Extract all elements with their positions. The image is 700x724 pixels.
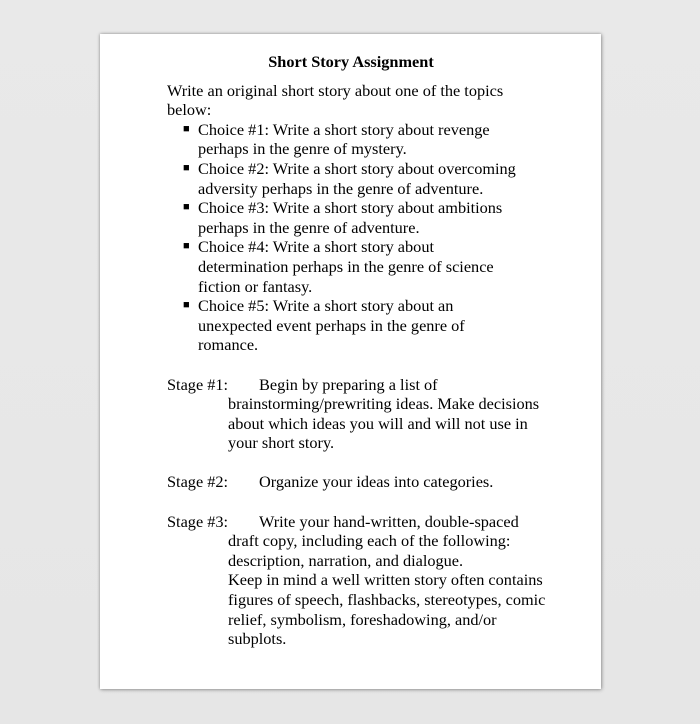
stage-3 [167,512,548,649]
stage-label: Stage #2: [167,472,229,492]
list-item [181,237,523,296]
document-page [100,34,601,689]
stage-1 [167,375,548,453]
spacer [167,453,567,473]
intro-paragraph: Write an original short story about one of the topics below: [167,80,504,120]
bullet-icon: ■ [183,122,190,135]
choice-text: Choice #3: Write a short story about ambitions perhaps in the genre of adventure. [198,198,503,237]
choice-text: Choice #5: Write a short story about an unexpected event perhaps in the genre of romance. [198,296,465,355]
spacer [167,492,567,512]
stage-text: Begin by preparing a list of brainstorming/prewriting ideas. Make decisions about which ideas you will and will not use in your short story. [228,374,540,453]
spacer [167,355,567,375]
list-item [181,159,523,198]
choices-list [167,120,567,355]
stage-label: Stage #1: [167,374,229,394]
stage-text-continued: Keep in mind a well written story often contains figures of speech, flashbacks, stereotypes, comic relief, symbolism, foreshadowing, and/or subplots. [228,570,546,649]
stage-text: Organize your ideas into categories. [259,472,494,492]
list-item [181,120,523,159]
document-content [167,52,567,649]
bullet-icon: ■ [183,161,190,174]
stage-label: Stage #3: [167,511,229,531]
list-item [181,198,523,237]
list-item [181,296,523,355]
choice-text: Choice #4: Write a short story about determination perhaps in the genre of science fiction or fantasy. [198,237,494,296]
stage-text: Write your hand-written, double-spaced draft copy, including each of the following: description, narration, and dialogue. [228,511,519,570]
document-title: Short Story Assignment [268,52,434,71]
bullet-icon: ■ [183,201,190,214]
stage-2 [167,472,548,492]
choice-text: Choice #1: Write a short story about revenge perhaps in the genre of mystery. [198,119,490,159]
bullet-icon: ■ [183,240,190,253]
choice-text: Choice #2: Write a short story about overcoming adversity perhaps in the genre of adventure. [198,158,516,198]
bullet-icon: ■ [183,299,190,312]
